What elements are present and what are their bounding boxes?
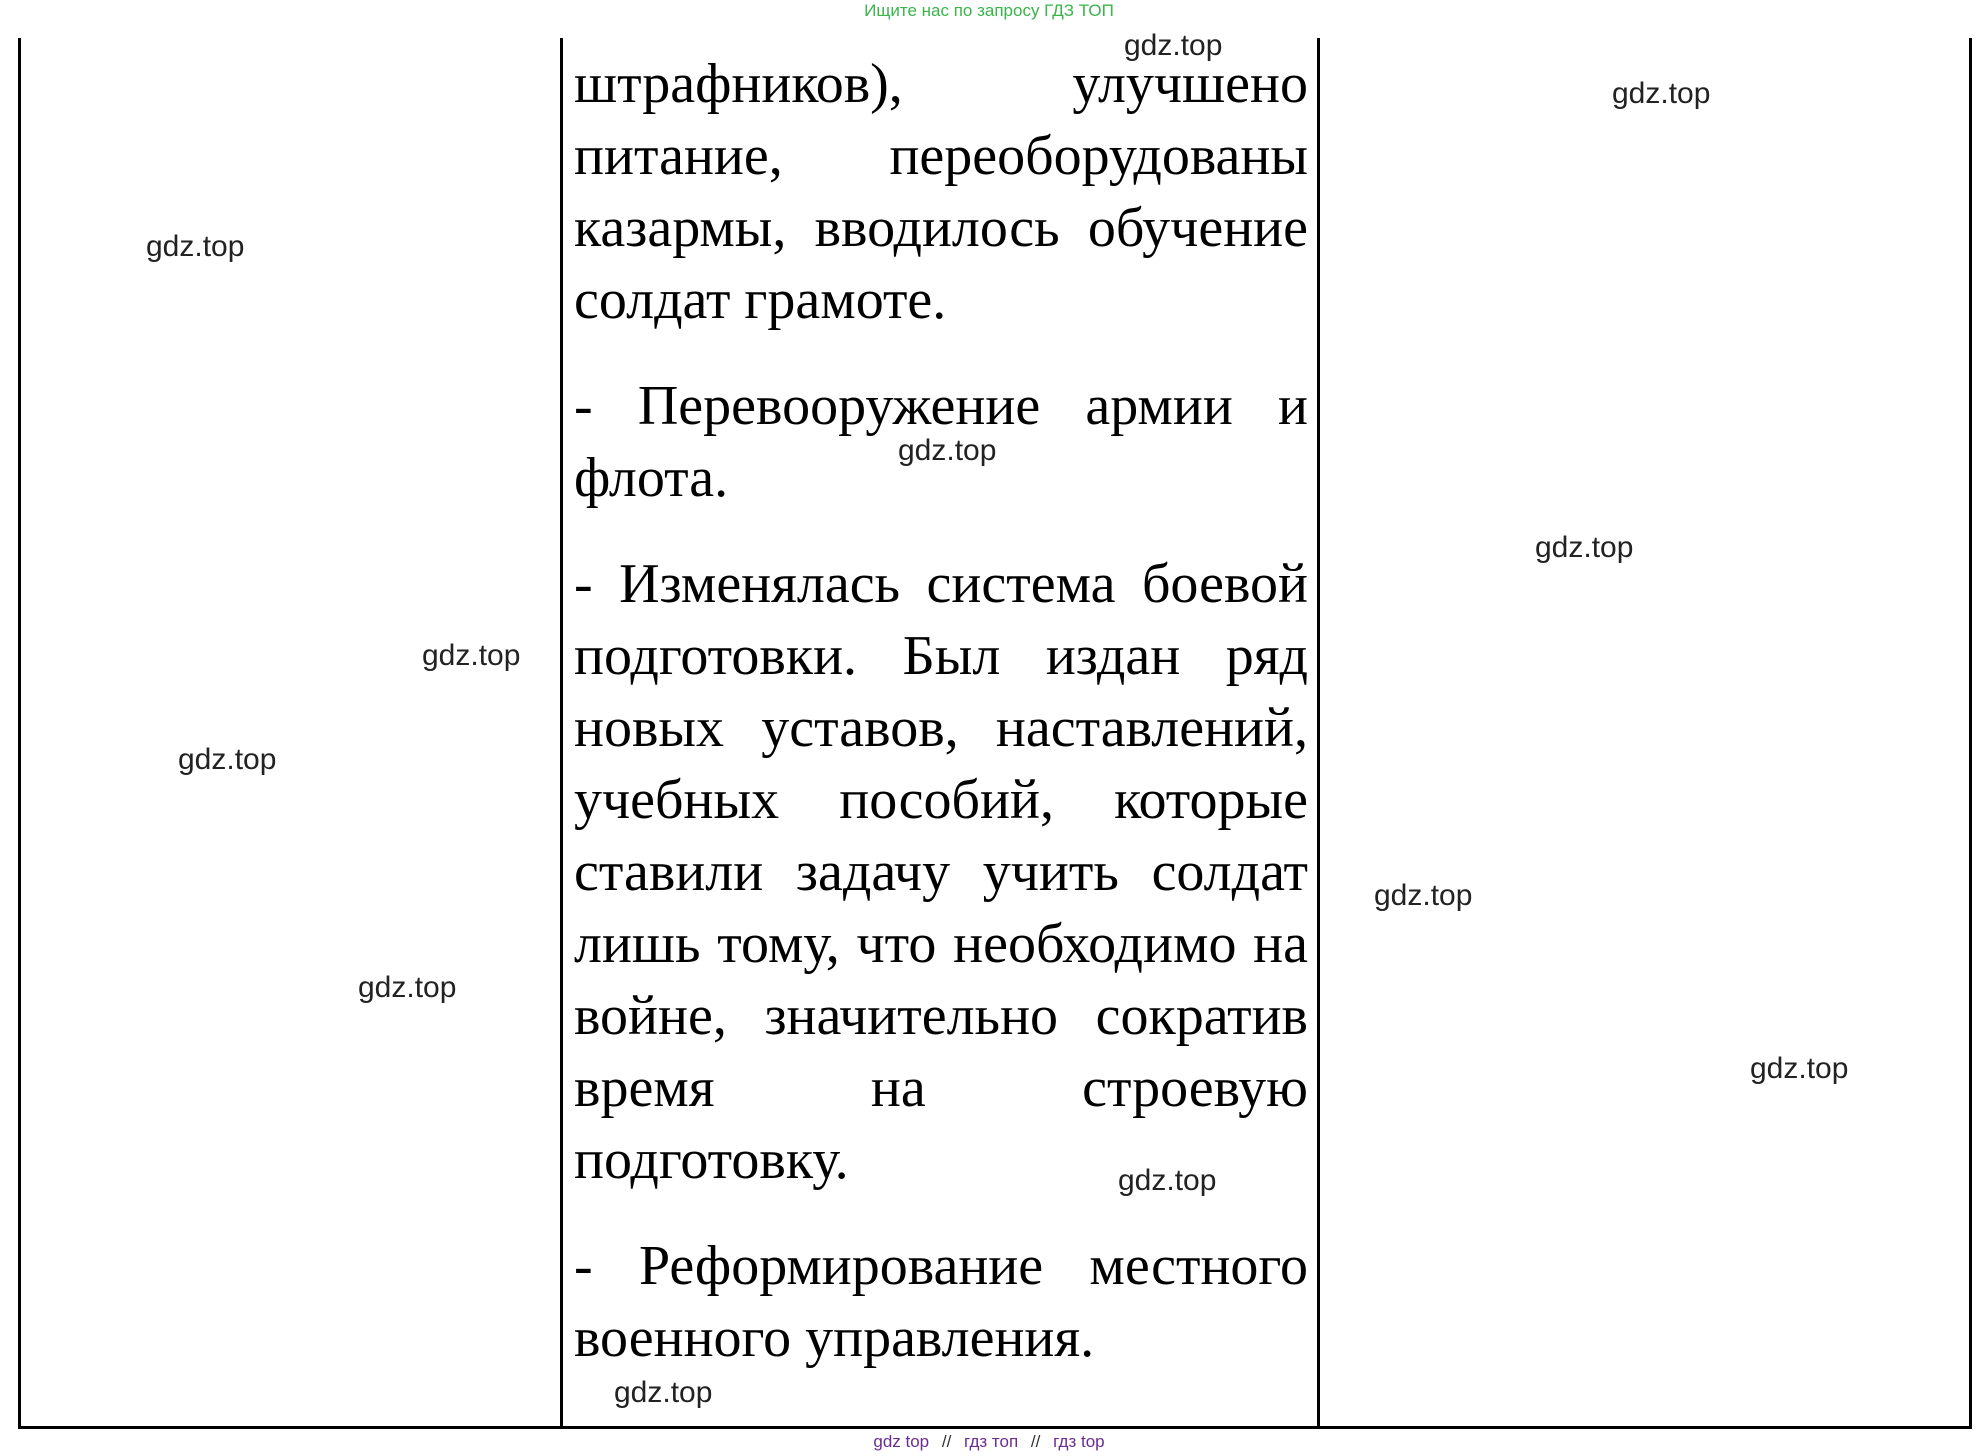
search-hint-link[interactable]: Ищите нас по запросу ГДЗ ТОП <box>864 1 1114 20</box>
cell-paragraph: штрафников), улучшено питание, переоборудованы казармы, вводилось обучение солдат грамоте. <box>574 53 1308 331</box>
watermark: gdz.top <box>146 230 245 263</box>
footer-links <box>0 1430 1978 1454</box>
watermark: gdz.top <box>358 971 457 1004</box>
watermark: gdz.top <box>422 639 521 672</box>
footer-link[interactable]: gdz top <box>873 1432 930 1451</box>
footer-separator: // <box>1030 1432 1041 1451</box>
column-divider-left <box>560 38 563 1429</box>
watermark: gdz.top <box>1124 29 1223 62</box>
watermark: gdz.top <box>1535 531 1634 564</box>
watermark: gdz.top <box>1612 77 1711 110</box>
footer-link[interactable]: гдз top <box>1053 1432 1105 1451</box>
footer-separator: // <box>941 1432 952 1451</box>
cell-paragraph: - Реформирование местного военного управления. <box>574 1235 1308 1369</box>
watermark: gdz.top <box>898 434 997 467</box>
cell-paragraph: - Изменялась система боевой подготовки. Был издан ряд новых уставов, наставлений, учебных пособий, которые ставили задачу учить солдат лишь тому, что необходимо на войне, значительно сократив время на строевую подготовку. <box>574 553 1308 1191</box>
watermark: gdz.top <box>178 743 277 776</box>
column-divider-right <box>1317 38 1320 1429</box>
watermark: gdz.top <box>614 1376 713 1409</box>
table-cell-middle <box>574 48 1308 1408</box>
top-banner <box>0 0 1978 22</box>
watermark: gdz.top <box>1118 1164 1217 1197</box>
cell-paragraph: - Перевооружение армии и флота. <box>574 375 1308 509</box>
watermark: gdz.top <box>1750 1052 1849 1085</box>
footer-link[interactable]: гдз топ <box>964 1432 1019 1451</box>
watermark: gdz.top <box>1374 879 1473 912</box>
